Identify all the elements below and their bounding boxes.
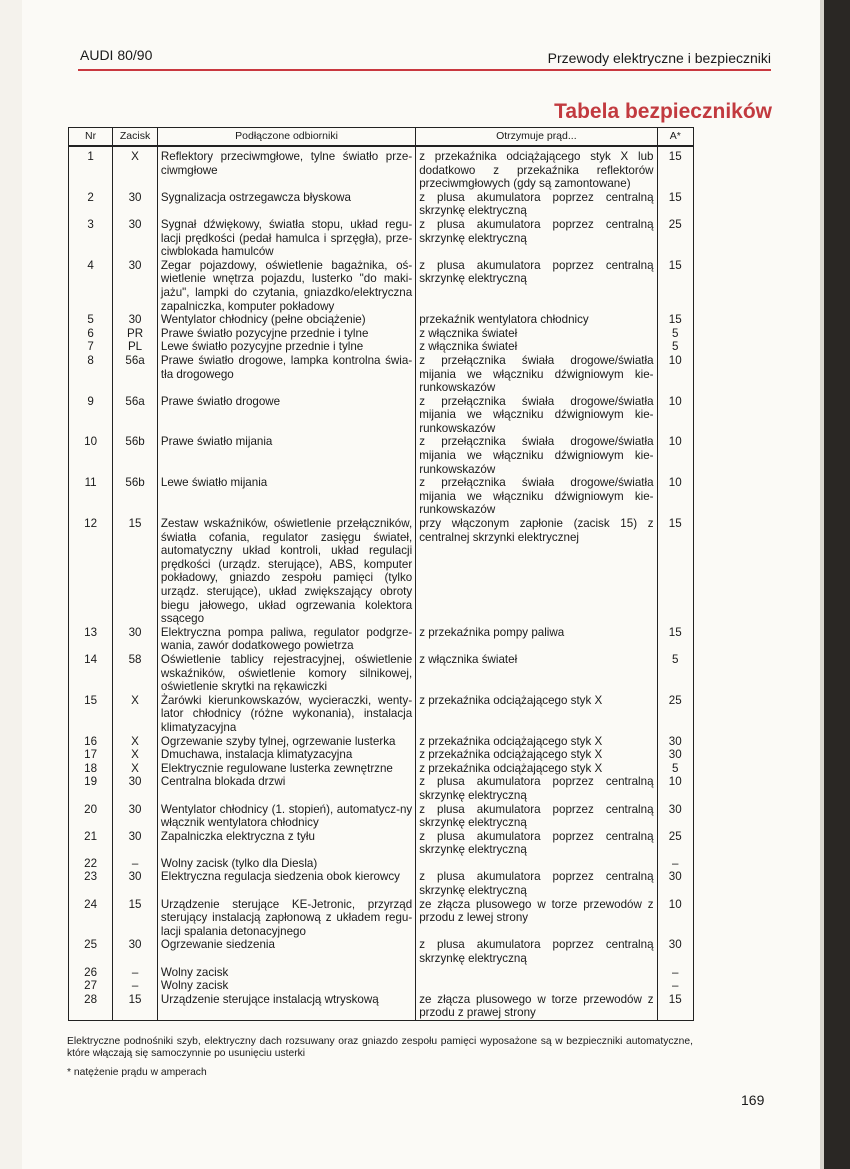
fuse-consumers: Elektryczna pompa paliwa, regulator podgrze-wania, zawór dodatkowego powietrza	[157, 626, 415, 653]
fuse-consumers: Ogrzewanie szyby tylnej, ogrzewanie lusterka	[157, 735, 415, 749]
footnote-current: * natężenie prądu w amperach	[67, 1067, 207, 1078]
fuse-amperage: 10	[657, 775, 693, 802]
table-row	[69, 340, 694, 354]
fuse-nr: 7	[69, 340, 113, 354]
fuse-nr: 27	[69, 979, 113, 993]
fuse-amperage: –	[657, 979, 693, 993]
fuse-amperage: 30	[657, 748, 693, 762]
fuse-terminal: PR	[113, 327, 158, 341]
fuse-terminal: X	[113, 146, 158, 191]
fuse-nr: 13	[69, 626, 113, 653]
fuse-terminal: X	[113, 748, 158, 762]
fuse-consumers: Wolny zacisk (tylko dla Diesla)	[157, 857, 415, 871]
fuse-nr: 25	[69, 938, 113, 965]
fuse-nr: 11	[69, 476, 113, 517]
header-odbiorniki: Podłączone odbiorniki	[157, 128, 415, 147]
fuse-nr: 16	[69, 735, 113, 749]
fuse-amperage: 10	[657, 435, 693, 476]
header-amper: A*	[657, 128, 693, 147]
fuse-terminal: –	[113, 857, 158, 871]
fuse-consumers: Urządzenie sterujące KE-Jetronic, przyrząd sterujący instalacją zapłonową z układem regu-lacji spalania detonacyjnego	[157, 898, 415, 939]
fuse-terminal: 30	[113, 830, 158, 857]
fuse-terminal: 30	[113, 313, 158, 327]
table-row	[69, 218, 694, 259]
fuse-nr: 20	[69, 803, 113, 830]
fuse-amperage: 10	[657, 476, 693, 517]
fuse-terminal: 15	[113, 517, 158, 626]
fuse-amperage: 30	[657, 938, 693, 965]
fuse-power-source: z plusa akumulatora poprzez centralną skrzynkę elektryczną	[416, 830, 657, 857]
fuse-power-source: z przekaźnika odciążającego styk X	[416, 735, 657, 749]
fuse-nr: 21	[69, 830, 113, 857]
table-row	[69, 830, 694, 857]
fuse-nr: 24	[69, 898, 113, 939]
fuse-amperage: –	[657, 966, 693, 980]
header-nr: Nr	[69, 128, 113, 147]
fuse-nr: 26	[69, 966, 113, 980]
fuse-consumers: Zapalniczka elektryczna z tyłu	[157, 830, 415, 857]
fuse-terminal: 30	[113, 938, 158, 965]
table-row	[69, 327, 694, 341]
fuse-nr: 6	[69, 327, 113, 341]
fuse-amperage: 30	[657, 735, 693, 749]
fuse-consumers: Zestaw wskaźników, oświetlenie przełączników, światła cofania, regulator zasięgu świateł, automatyczny układ kontroli, układ regulacji prędkości (urządz. sterujące), ABS, komputer pokładowy, gniazdo zespołu pamięci (tylko urządz. sterujące), układ zwiększający obroty biegu jałowego, układ ogrzewania kolektora ssącego	[157, 517, 415, 626]
fuse-nr: 5	[69, 313, 113, 327]
table-row	[69, 735, 694, 749]
fuse-consumers: Wolny zacisk	[157, 966, 415, 980]
fuse-consumers: Elektrycznie regulowane lusterka zewnętrzne	[157, 762, 415, 776]
fuse-power-source: z przełącznika świała drogowe/światła mijania we włączniku dźwigniowym kie-runkowskazów	[416, 476, 657, 517]
fuse-amperage: 15	[657, 191, 693, 218]
fuse-power-source: ze złącza plusowego w torze przewodów z przodu z lewej strony	[416, 898, 657, 939]
fuse-terminal: 30	[113, 870, 158, 897]
table-row	[69, 993, 694, 1021]
fuse-amperage: 10	[657, 395, 693, 436]
fuse-amperage: 5	[657, 762, 693, 776]
fuse-terminal: PL	[113, 340, 158, 354]
table-row	[69, 259, 694, 313]
table-row	[69, 476, 694, 517]
fuse-power-source: z włącznika świateł	[416, 653, 657, 694]
fuse-consumers: Prawe światło pozycyjne przednie i tylne	[157, 327, 415, 341]
fuse-amperage: 15	[657, 626, 693, 653]
fuse-power-source	[416, 857, 657, 871]
fuse-nr: 14	[69, 653, 113, 694]
fuse-amperage: –	[657, 857, 693, 871]
fuse-power-source	[416, 966, 657, 980]
table-row	[69, 870, 694, 897]
fuse-terminal: 30	[113, 259, 158, 313]
table-row	[69, 395, 694, 436]
fuse-terminal: 30	[113, 626, 158, 653]
header-zacisk: Zacisk	[113, 128, 158, 147]
fuse-power-source: z przekaźnika odciążającego styk X lub dodatkowo z przekaźnika reflektorów przeciwmgłowych (gdy są zamontowane)	[416, 146, 657, 191]
table-row	[69, 146, 694, 191]
fuse-consumers: Lewe światło pozycyjne przednie i tylne	[157, 340, 415, 354]
table-header-row	[69, 128, 694, 147]
fuse-terminal: 15	[113, 993, 158, 1021]
fuse-consumers: Zegar pojazdowy, oświetlenie bagażnika, oś-wietlenie wnętrza pojazdu, lusterko "do maki-jażu", lampki do czytania, gniazdko/elektryczna zapalniczka, komputer pokładowy	[157, 259, 415, 313]
header-rule	[78, 69, 771, 71]
fuse-terminal: X	[113, 735, 158, 749]
fuse-power-source: przy włączonym zapłonie (zacisk 15) z centralnej skrzynki elektrycznej	[416, 517, 657, 626]
table-row	[69, 762, 694, 776]
table-row	[69, 857, 694, 871]
fuse-amperage: 15	[657, 313, 693, 327]
fuse-nr: 23	[69, 870, 113, 897]
fuse-nr: 28	[69, 993, 113, 1021]
fuse-power-source: z przełącznika świała drogowe/światła mijania we włączniku dźwigniowym kie-runkowskazów	[416, 354, 657, 395]
fuse-power-source: z przełącznika świała drogowe/światła mijania we włączniku dźwigniowym kie-runkowskazów	[416, 435, 657, 476]
fuse-consumers: Oświetlenie tablicy rejestracyjnej, oświetlenie wskaźników, oświetlenie komory silnikowej, oświetlenie skrytki na rękawiczki	[157, 653, 415, 694]
table-row	[69, 775, 694, 802]
fuse-amperage: 25	[657, 218, 693, 259]
header-model: AUDI 80/90	[80, 47, 153, 63]
table-row	[69, 626, 694, 653]
fuse-consumers: Dmuchawa, instalacja klimatyzacyjna	[157, 748, 415, 762]
fuse-power-source: ze złącza plusowego w torze przewodów z przodu z prawej strony	[416, 993, 657, 1021]
fuse-amperage: 5	[657, 653, 693, 694]
fuse-nr: 8	[69, 354, 113, 395]
fuse-amperage: 5	[657, 340, 693, 354]
table-row	[69, 748, 694, 762]
fuse-table-body	[69, 146, 694, 1021]
fuse-amperage: 30	[657, 870, 693, 897]
fuse-amperage: 15	[657, 517, 693, 626]
table-row	[69, 938, 694, 965]
fuse-terminal: 30	[113, 803, 158, 830]
fuse-nr: 17	[69, 748, 113, 762]
fuse-power-source: z plusa akumulatora poprzez centralną skrzynkę elektryczną	[416, 803, 657, 830]
fuse-power-source: z przekaźnika odciążającego styk X	[416, 762, 657, 776]
fuse-consumers: Sygnalizacja ostrzegawcza błyskowa	[157, 191, 415, 218]
table-row	[69, 653, 694, 694]
fuse-nr: 18	[69, 762, 113, 776]
fuse-power-source: z przekaźnika pompy paliwa	[416, 626, 657, 653]
fuse-nr: 3	[69, 218, 113, 259]
fuse-power-source: z plusa akumulatora poprzez centralną skrzynkę elektryczną	[416, 870, 657, 897]
fuse-nr: 12	[69, 517, 113, 626]
fuse-consumers: Żarówki kierunkowskazów, wycieraczki, wenty-lator chłodnicy (różne wykonania), instalacja klimatyzacyjna	[157, 694, 415, 735]
fuse-terminal: 56b	[113, 476, 158, 517]
fuse-terminal: 30	[113, 775, 158, 802]
fuse-power-source: z włącznika świateł	[416, 340, 657, 354]
fuse-amperage: 30	[657, 803, 693, 830]
fuse-amperage: 25	[657, 830, 693, 857]
table-row	[69, 898, 694, 939]
fuse-terminal: X	[113, 694, 158, 735]
fuse-terminal: 30	[113, 191, 158, 218]
table-row	[69, 803, 694, 830]
fuse-power-source: z włącznika świateł	[416, 327, 657, 341]
fuse-nr: 15	[69, 694, 113, 735]
fuse-amperage: 15	[657, 259, 693, 313]
fuse-power-source: z plusa akumulatora poprzez centralną skrzynkę elektryczną	[416, 191, 657, 218]
fuse-consumers: Ogrzewanie siedzenia	[157, 938, 415, 965]
fuse-consumers: Reflektory przeciwmgłowe, tylne światło prze-ciwmgłowe	[157, 146, 415, 191]
fuse-terminal: –	[113, 966, 158, 980]
table-row	[69, 979, 694, 993]
fuse-terminal: –	[113, 979, 158, 993]
table-row	[69, 313, 694, 327]
footnote-automatic-fuses: Elektryczne podnośniki szyb, elektryczny dach rozsuwany oraz gniazdo zespołu pamięci wyposażone są w bezpieczniki automatyczne, które włączają się samoczynnie po usunięciu usterki	[67, 1036, 693, 1059]
table-row	[69, 517, 694, 626]
table-row	[69, 191, 694, 218]
fuse-power-source: z plusa akumulatora poprzez centralną skrzynkę elektryczną	[416, 938, 657, 965]
fuse-nr: 19	[69, 775, 113, 802]
fuse-terminal: X	[113, 762, 158, 776]
fuse-nr: 4	[69, 259, 113, 313]
fuse-consumers: Prawe światło drogowe	[157, 395, 415, 436]
fuse-amperage: 15	[657, 146, 693, 191]
fuse-consumers: Prawe światło drogowe, lampka kontrolna świa-tła drogowego	[157, 354, 415, 395]
fuse-consumers: Wentylator chłodnicy (1. stopień), automatycz-ny włącznik wentylatora chłodnicy	[157, 803, 415, 830]
fuse-terminal: 56b	[113, 435, 158, 476]
fuse-amperage: 10	[657, 898, 693, 939]
fuse-consumers: Lewe światło mijania	[157, 476, 415, 517]
fuse-terminal: 56a	[113, 354, 158, 395]
fuse-consumers: Wolny zacisk	[157, 979, 415, 993]
fuse-power-source: z przekaźnika odciążającego styk X	[416, 694, 657, 735]
fuse-power-source: z przełącznika świała drogowe/światła mijania we włączniku dźwigniowym kie-runkowskazów	[416, 395, 657, 436]
table-row	[69, 966, 694, 980]
fuse-terminal: 56a	[113, 395, 158, 436]
fuse-nr: 22	[69, 857, 113, 871]
fuse-power-source: z plusa akumulatora poprzez centralną skrzynkę elektryczną	[416, 218, 657, 259]
fuse-nr: 10	[69, 435, 113, 476]
fuse-nr: 2	[69, 191, 113, 218]
fuse-amperage: 15	[657, 993, 693, 1021]
fuse-amperage: 10	[657, 354, 693, 395]
fuse-power-source: z plusa akumulatora poprzez centralną skrzynkę elektryczną	[416, 775, 657, 802]
fuse-power-source	[416, 979, 657, 993]
header-chapter: Przewody elektryczne i bezpieczniki	[547, 50, 771, 66]
fuse-power-source: przekaźnik wentylatora chłodnicy	[416, 313, 657, 327]
fuse-table	[68, 127, 694, 1021]
fuse-amperage: 5	[657, 327, 693, 341]
fuse-consumers: Prawe światło mijania	[157, 435, 415, 476]
header-prad: Otrzymuje prąd...	[416, 128, 657, 147]
fuse-terminal: 15	[113, 898, 158, 939]
table-row	[69, 354, 694, 395]
page-number: 169	[741, 1092, 765, 1108]
fuse-power-source: z plusa akumulatora poprzez centralną skrzynkę elektryczną	[416, 259, 657, 313]
fuse-consumers: Wentylator chłodnicy (pełne obciążenie)	[157, 313, 415, 327]
table-row	[69, 694, 694, 735]
fuse-nr: 9	[69, 395, 113, 436]
fuse-terminal: 58	[113, 653, 158, 694]
fuse-consumers: Urządzenie sterujące instalacją wtryskową	[157, 993, 415, 1021]
fuse-power-source: z przekaźnika odciążającego styk X	[416, 748, 657, 762]
fuse-terminal: 30	[113, 218, 158, 259]
fuse-nr: 1	[69, 146, 113, 191]
page-title: Tabela bezpieczników	[554, 100, 772, 123]
fuse-consumers: Elektryczna regulacja siedzenia obok kierowcy	[157, 870, 415, 897]
fuse-consumers: Centralna blokada drzwi	[157, 775, 415, 802]
page-edge-shadow	[824, 0, 850, 1169]
table-row	[69, 435, 694, 476]
fuse-consumers: Sygnał dźwiękowy, światła stopu, układ regu-lacji prędkości (pedał hamulca i sprzęgła), prze-ciwblokada hamulców	[157, 218, 415, 259]
fuse-amperage: 25	[657, 694, 693, 735]
binder-edge	[0, 0, 22, 1169]
